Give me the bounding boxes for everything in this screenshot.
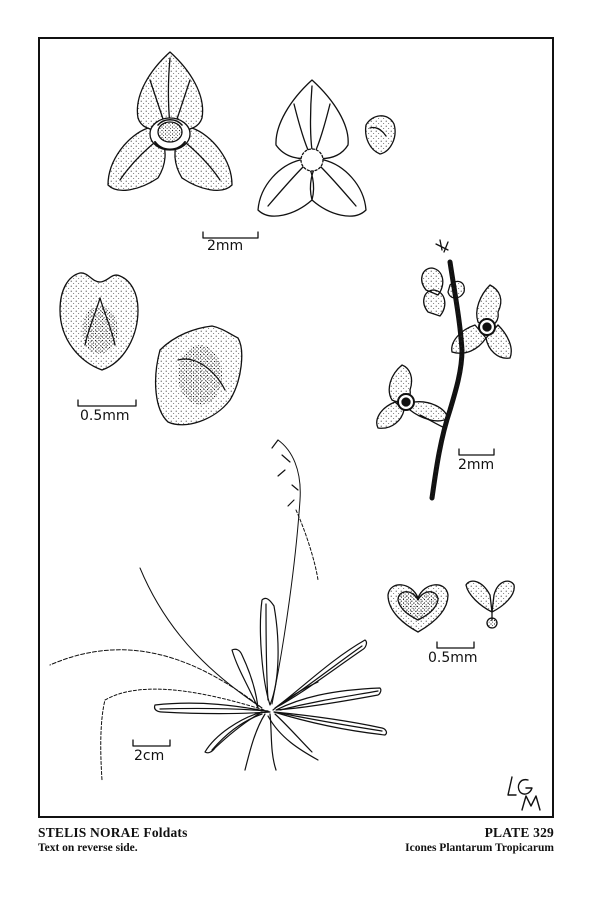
caption-left — [38, 825, 188, 854]
petal-side — [156, 326, 242, 425]
series-title: Icones Plantarum Tropicarum — [405, 842, 554, 854]
scale-label-inflorescence: 2mm — [458, 457, 495, 473]
species-title — [38, 825, 188, 841]
lip-heart — [388, 585, 448, 632]
plant-habit — [50, 440, 386, 780]
scale-bar-lip — [437, 642, 474, 648]
scale-bar-petals — [78, 400, 136, 406]
scale-label-lip: 0.5mm — [428, 650, 478, 666]
scale-bar-habit — [133, 740, 170, 746]
column-winged — [466, 581, 514, 628]
species-author: Foldats — [143, 825, 188, 840]
scale-label-habit: 2cm — [134, 748, 165, 764]
artist-monogram — [508, 777, 540, 810]
species-name: STELIS NORAE — [38, 825, 140, 840]
scale-label-petals: 0.5mm — [80, 408, 130, 424]
flower-sepals-outline — [258, 80, 395, 216]
reverse-note: Text on reverse side. — [38, 842, 138, 854]
scale-bar-inflorescence — [459, 449, 494, 455]
plate-number: PLATE 329 — [484, 825, 554, 840]
caption-right — [405, 825, 554, 854]
scale-label-flower: 2mm — [207, 238, 244, 254]
flower-front-view — [108, 52, 232, 190]
petal-front — [60, 273, 138, 370]
